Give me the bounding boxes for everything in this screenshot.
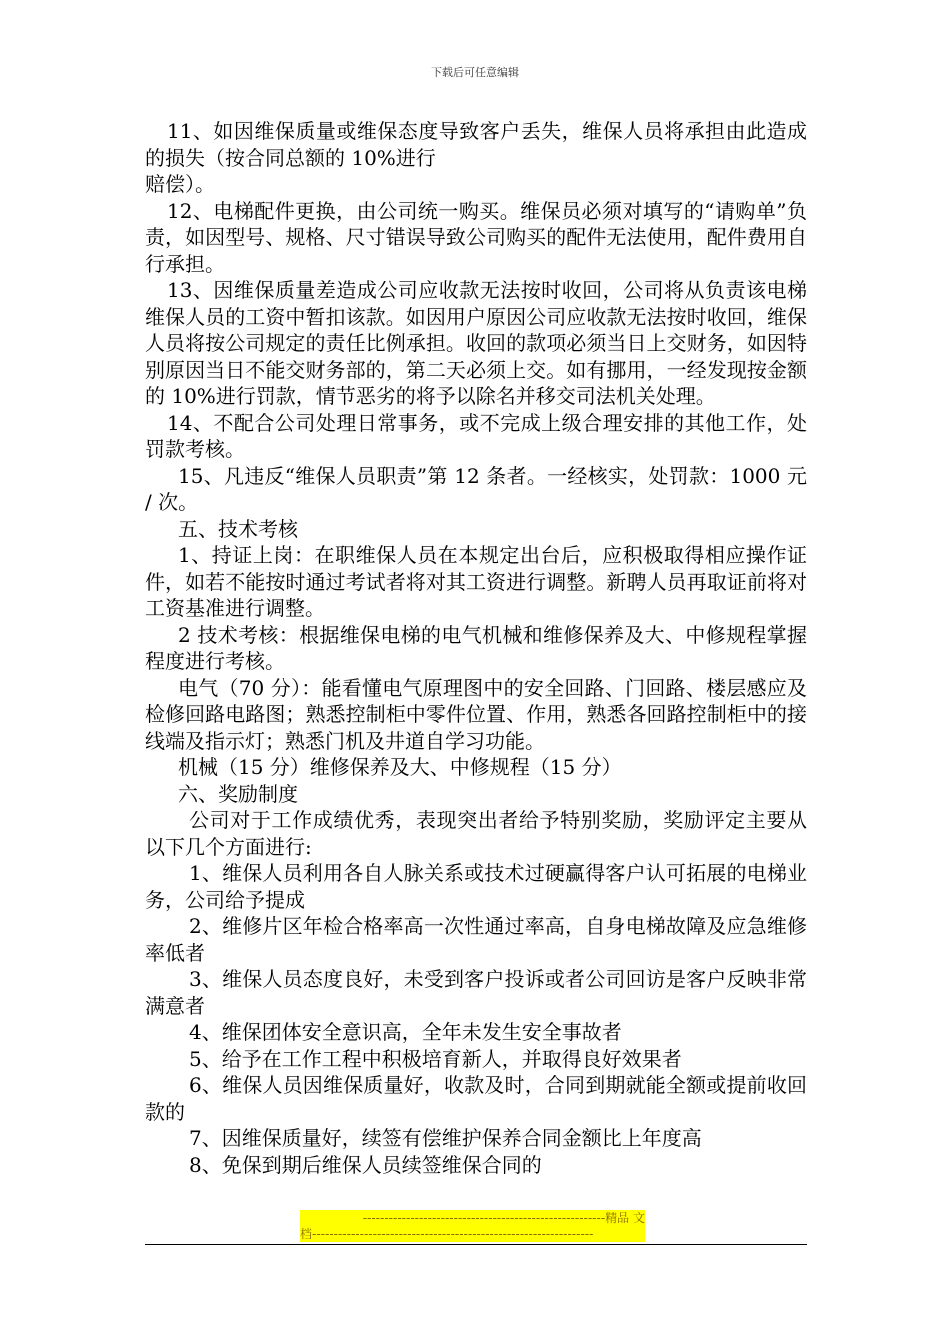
page-footer	[300, 1210, 645, 1242]
paragraph: 13、因维保质量差造成公司应收款无法按时收回，公司将从负责该电梯维保人员的工资中暂扣该款。如因用户原因公司应收款无法按时收回，维保人员将按公司规定的责任比例承担。收回的款项必须当日上交财务，如因特别原因当日不能交财务部的，第二天必须上交。如有挪用，一经发现按金额的 10%进行罚款，情节恶劣的将予以除名并移交司法机关处理。	[145, 278, 807, 408]
paragraph: 2 技术考核：根据维保电梯的电气机械和维修保养及大、中修规程掌握程度进行考核。	[145, 622, 807, 673]
paragraph: 五、技术考核	[178, 516, 298, 541]
paragraph: 机械（15 分）维修保养及大、中修规程（15 分）	[178, 755, 622, 779]
paragraph: 公司对于工作成绩优秀，表现突出者给予特别奖励，奖励评定主要从以下几个方面进行:	[145, 808, 807, 859]
paragraph: 六、奖励制度	[178, 781, 298, 806]
paragraph: 4、维保团体安全意识高，全年未发生安全事故者	[189, 1020, 622, 1044]
footer-rule	[145, 1244, 807, 1245]
footer-line-1-text: --------------------------------------------------------精品 文	[362, 1211, 645, 1225]
paragraph: 1、维保人员利用各自人脉关系或技术过硬赢得客户认可拓展的电梯业务，公司给予提成	[145, 861, 807, 912]
footer-line-2-text: 档-----------------------------------------------------------------	[300, 1227, 594, 1241]
paragraph: 12、电梯配件更换，由公司统一购买。维保员必须对填写的“请购单”负责，如因型号、规格、尺寸错误导致公司购买的配件无法使用，配件费用自行承担。	[145, 198, 807, 276]
paragraph: 3、维保人员态度良好，未受到客户投诉或者公司回访是客户反映非常满意者	[145, 967, 807, 1018]
page-header: 下载后可任意编辑	[431, 66, 519, 79]
paragraph: 5、给予在工作工程中积极培育新人，并取得良好效果者	[189, 1046, 682, 1071]
paragraph: 7、因维保质量好，续签有偿维护保养合同金额比上年度高	[189, 1126, 702, 1150]
footer-line-2	[300, 1226, 645, 1242]
paragraph: 6、维保人员因维保质量好，收款及时，合同到期就能全额或提前收回款的	[145, 1073, 807, 1124]
paragraph: 电气（70 分）：能看懂电气原理图中的安全回路、门回路、楼层感应及检修回路电路图；熟悉控制柜中零件位置、作用，熟悉各回路控制柜中的接线端及指示灯；熟悉门机及井道自学习功能。	[145, 675, 807, 753]
paragraph: 赔偿）。	[145, 172, 215, 196]
paragraph: 8、免保到期后维保人员续签维保合同的	[189, 1152, 542, 1177]
paragraph: 14、不配合公司处理日常事务，或不完成上级合理安排的其他工作，处罚款考核。	[145, 410, 807, 461]
paragraph: 1、持证上岗：在职维保人员在本规定出台后，应积极取得相应操作证件，如若不能按时通过考试者将对其工资进行调整。新聘人员再取证前将对工资基准进行调整。	[145, 543, 807, 620]
paragraph: 11、如因维保质量或维保态度导致客户丢失，维保人员将承担由此造成的损失（按合同总额的 10%进行	[145, 119, 807, 170]
paragraph: 15、凡违反“维保人员职责”第 12 条者。一经核实，处罚款：1000 元 / 次。	[145, 463, 807, 514]
paragraph: 2、维修片区年检合格率高一次性通过率高，自身电梯故障及应急维修率低者	[145, 914, 807, 965]
footer-line-1	[300, 1210, 645, 1226]
document-body	[145, 118, 807, 1178]
